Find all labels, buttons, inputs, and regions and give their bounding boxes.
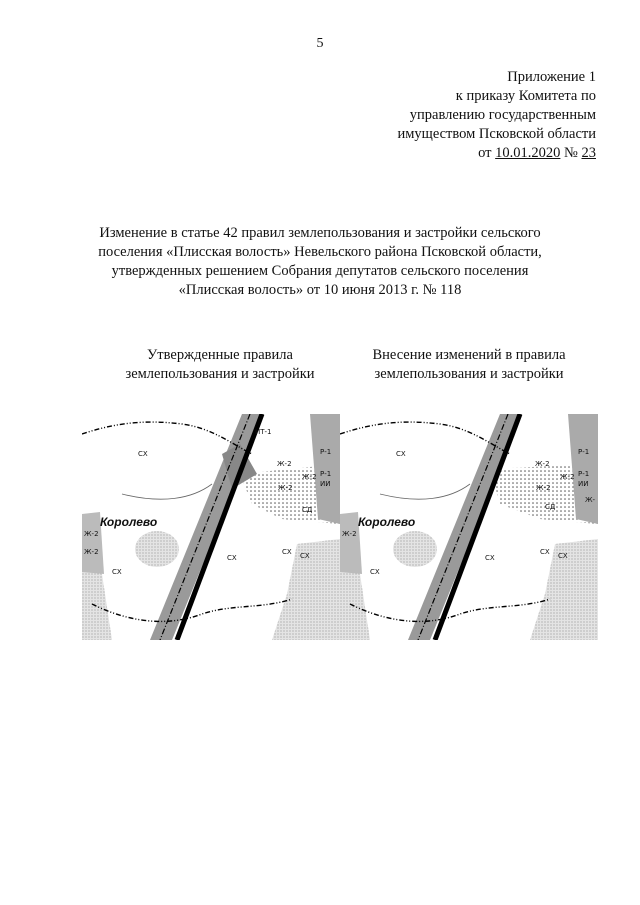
zone-label: Р-1 [578, 470, 590, 478]
title-line: «Плисская волость» от 10 июня 2013 г. № 118 [178, 282, 462, 298]
caption-line: Внесение изменений в правила [372, 347, 566, 363]
map-approved-graphic [82, 414, 340, 640]
appendix-date-line [397, 144, 596, 163]
forest-area [393, 531, 437, 567]
caption-line: Утвержденные правила [147, 347, 293, 363]
zone-label: СХ [282, 548, 292, 556]
zone-label: СХ [138, 450, 148, 458]
number-prefix: № [560, 145, 582, 161]
zone-label: СХ [540, 548, 550, 556]
forest-area [135, 531, 179, 567]
caption-amended-rules [334, 346, 604, 384]
zone-label: Ж-2 [84, 530, 99, 538]
village-label: Королево [100, 515, 158, 529]
title-line: Изменение в статье 42 правил землепользования и застройки сельского [99, 225, 541, 241]
zone-label: Ж-2 [342, 530, 357, 538]
zone-label: СД [302, 506, 313, 514]
zone-label: СХ [300, 552, 310, 560]
zone-label: ИИ [578, 480, 589, 488]
document-title [40, 224, 600, 300]
order-number: 23 [581, 145, 596, 161]
caption-approved-rules [85, 346, 355, 384]
title-line: утвержденных решением Собрания депутатов сельского поселения [111, 263, 529, 279]
zone-label: Ж-2 [535, 460, 550, 468]
zone-label: СХ [396, 450, 406, 458]
appendix-block [397, 68, 596, 163]
caption-line: землепользования и застройки [374, 366, 564, 382]
zone-label: Ж-2 [560, 473, 575, 481]
appendix-line: Приложение 1 [507, 69, 596, 85]
appendix-line: управлению государственным [409, 107, 596, 123]
zone-label: Ж-2 [277, 460, 292, 468]
zone-label: ИТ-1 [255, 428, 272, 436]
zone-label: СХ [227, 554, 237, 562]
zone-label: Р-1 [320, 448, 332, 456]
zone-label: Ж-2 [302, 473, 317, 481]
map-approved [82, 414, 340, 640]
map-amended-graphic [340, 414, 598, 640]
zone-label: ИИ [320, 480, 331, 488]
appendix-line: к приказу Комитета по [455, 88, 596, 104]
zone-label: Ж-2 [278, 484, 293, 492]
zone-label: Ж-2 [84, 548, 99, 556]
zone-label: СХ [558, 552, 568, 560]
date-prefix: от [478, 145, 496, 161]
title-line: поселения «Плисская волость» Невельского района Псковской области, [98, 244, 542, 260]
appendix-line: имуществом Псковской области [397, 126, 596, 142]
page-number: 5 [316, 36, 324, 51]
zone-label: Р-1 [578, 448, 590, 456]
village-label: Королево [358, 515, 416, 529]
zone-label: Ж- [585, 496, 596, 504]
zone-label: Р-1 [320, 470, 332, 478]
zone-label: СХ [485, 554, 495, 562]
zone-label: Ж-2 [536, 484, 551, 492]
zone-label: СХ [112, 568, 122, 576]
caption-line: землепользования и застройки [125, 366, 315, 382]
map-amended [340, 414, 598, 640]
zone-label: СД [545, 503, 556, 511]
order-date: 10.01.2020 [495, 145, 561, 161]
zone-label: СХ [370, 568, 380, 576]
